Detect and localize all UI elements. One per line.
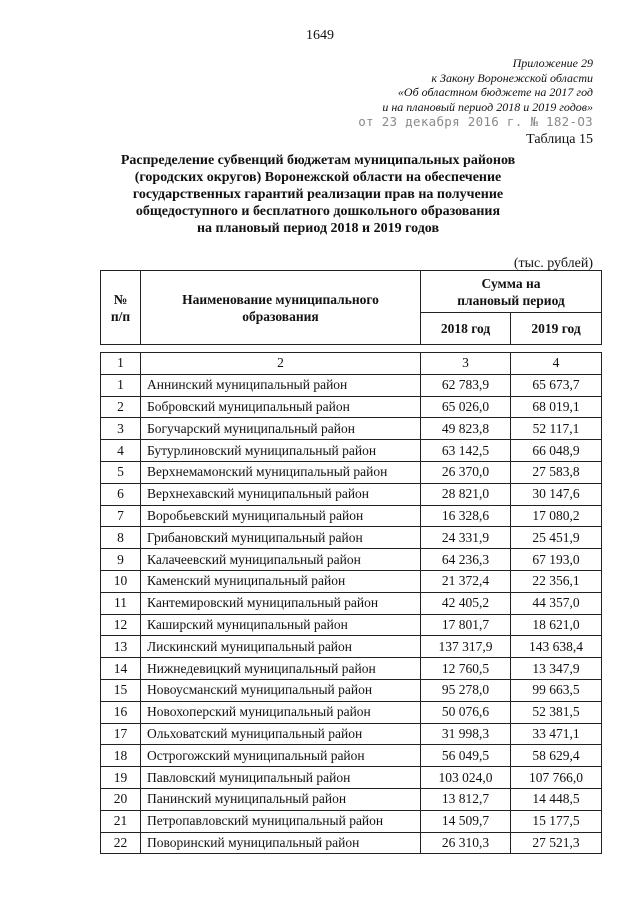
value-2019: 13 347,9 — [511, 658, 602, 680]
value-2018: 16 328,6 — [421, 505, 511, 527]
table-row — [101, 461, 602, 483]
table-row — [101, 592, 602, 614]
units-label: (тыс. рублей) — [513, 256, 593, 271]
value-2018: 17 801,7 — [421, 614, 511, 636]
row-number: 1 — [101, 374, 141, 396]
header-name: Наименование муниципального образования — [141, 271, 421, 345]
appendix-line: и на плановый период 2018 и 2019 годов» — [382, 99, 593, 114]
value-2018: 21 372,4 — [421, 570, 511, 592]
title-line: Распределение субвенций бюджетам муниципальных районов — [120, 153, 516, 168]
row-number: 3 — [101, 418, 141, 440]
row-number: 12 — [101, 614, 141, 636]
table-row — [101, 570, 602, 592]
row-number: 14 — [101, 658, 141, 680]
value-2018: 63 142,5 — [421, 440, 511, 462]
table-row — [101, 505, 602, 527]
document-title — [118, 152, 518, 237]
value-2019: 67 193,0 — [511, 549, 602, 571]
appendix-line: «Об областном бюджете на 2017 год — [397, 85, 593, 99]
municipality-name: Верхнемамонский муниципальный район — [141, 461, 421, 483]
title-line: на плановый период 2018 и 2019 годов — [196, 221, 440, 236]
value-2019: 66 048,9 — [511, 440, 602, 462]
value-2018: 62 783,9 — [421, 374, 511, 396]
header-number: № п/п — [101, 271, 141, 345]
row-number: 15 — [101, 679, 141, 701]
row-number: 22 — [101, 832, 141, 854]
value-2019: 14 448,5 — [511, 788, 602, 810]
municipality-name: Кантемировский муниципальный район — [141, 592, 421, 614]
value-2018: 50 076,6 — [421, 701, 511, 723]
table-row — [101, 483, 602, 505]
column-number-row — [101, 353, 602, 375]
value-2019: 52 117,1 — [511, 418, 602, 440]
value-2018: 42 405,2 — [421, 592, 511, 614]
row-number: 7 — [101, 505, 141, 527]
municipality-name: Бутурлиновский муниципальный район — [141, 440, 421, 462]
value-2018: 14 509,7 — [421, 810, 511, 832]
value-2018: 137 317,9 — [421, 636, 511, 658]
column-number: 1 — [101, 353, 141, 375]
row-number: 5 — [101, 461, 141, 483]
municipality-name: Каширский муниципальный район — [141, 614, 421, 636]
row-number: 6 — [101, 483, 141, 505]
column-number: 2 — [141, 353, 421, 375]
municipality-name: Нижнедевицкий муниципальный район — [141, 658, 421, 680]
value-2019: 68 019,1 — [511, 396, 602, 418]
value-2019: 22 356,1 — [511, 570, 602, 592]
table-row — [101, 636, 602, 658]
row-number: 9 — [101, 549, 141, 571]
value-2019: 30 147,6 — [511, 483, 602, 505]
value-2019: 58 629,4 — [511, 745, 602, 767]
table-row — [101, 810, 602, 832]
table-row — [101, 658, 602, 680]
municipality-name: Ольховатский муниципальный район — [141, 723, 421, 745]
data-table — [100, 352, 602, 854]
municipality-name: Грибановский муниципальный район — [141, 527, 421, 549]
value-2018: 13 812,7 — [421, 788, 511, 810]
table-row — [101, 723, 602, 745]
value-2018: 56 049,5 — [421, 745, 511, 767]
value-2018: 65 026,0 — [421, 396, 511, 418]
value-2019: 33 471,1 — [511, 723, 602, 745]
row-number: 21 — [101, 810, 141, 832]
municipality-name: Бобровский муниципальный район — [141, 396, 421, 418]
municipality-name: Воробьевский муниципальный район — [141, 505, 421, 527]
value-2018: 12 760,5 — [421, 658, 511, 680]
value-2018: 31 998,3 — [421, 723, 511, 745]
value-2019: 17 080,2 — [511, 505, 602, 527]
municipality-name: Калачеевский муниципальный район — [141, 549, 421, 571]
municipality-name: Каменский муниципальный район — [141, 570, 421, 592]
value-2018: 26 310,3 — [421, 832, 511, 854]
table-row — [101, 418, 602, 440]
row-number: 20 — [101, 788, 141, 810]
table-row — [101, 549, 602, 571]
header-year-2019: 2019 год — [511, 313, 602, 345]
table-label: Таблица 15 — [526, 132, 593, 147]
value-2019: 143 638,4 — [511, 636, 602, 658]
column-number: 3 — [421, 353, 511, 375]
value-2018: 64 236,3 — [421, 549, 511, 571]
value-2018: 26 370,0 — [421, 461, 511, 483]
table-row — [101, 614, 602, 636]
row-number: 11 — [101, 592, 141, 614]
row-number: 10 — [101, 570, 141, 592]
title-line: государственных гарантий реализации прав на получение — [132, 187, 504, 202]
row-number: 17 — [101, 723, 141, 745]
row-number: 13 — [101, 636, 141, 658]
title-line: общедоступного и бесплатного дошкольного образования — [135, 204, 501, 219]
municipality-name: Новохоперский муниципальный район — [141, 701, 421, 723]
municipality-name: Богучарский муниципальный район — [141, 418, 421, 440]
municipality-name: Острогожский муниципальный район — [141, 745, 421, 767]
municipality-name: Павловский муниципальный район — [141, 767, 421, 789]
municipality-name: Новоусманский муниципальный район — [141, 679, 421, 701]
row-number: 19 — [101, 767, 141, 789]
municipality-name: Аннинский муниципальный район — [141, 374, 421, 396]
appendix-line: Приложение 29 — [512, 56, 593, 70]
value-2019: 25 451,9 — [511, 527, 602, 549]
value-2018: 103 024,0 — [421, 767, 511, 789]
header-sum: Сумма на плановый период — [421, 271, 602, 313]
value-2018: 28 821,0 — [421, 483, 511, 505]
column-number: 4 — [511, 353, 602, 375]
appendix-note — [382, 56, 593, 114]
table-header — [100, 270, 602, 345]
municipality-name: Петропавловский муниципальный район — [141, 810, 421, 832]
value-2019: 18 621,0 — [511, 614, 602, 636]
table-row — [101, 527, 602, 549]
row-number: 4 — [101, 440, 141, 462]
page-number: 1649 — [306, 28, 334, 43]
table-row — [101, 767, 602, 789]
value-2018: 24 331,9 — [421, 527, 511, 549]
appendix-line: к Закону Воронежской области — [431, 70, 593, 85]
municipality-name: Лискинский муниципальный район — [141, 636, 421, 658]
municipality-name: Верхнехавский муниципальный район — [141, 483, 421, 505]
value-2019: 99 663,5 — [511, 679, 602, 701]
value-2019: 15 177,5 — [511, 810, 602, 832]
value-2019: 65 673,7 — [511, 374, 602, 396]
table-row — [101, 701, 602, 723]
row-number: 2 — [101, 396, 141, 418]
table-row — [101, 440, 602, 462]
row-number: 16 — [101, 701, 141, 723]
value-2019: 27 583,8 — [511, 461, 602, 483]
value-2018: 49 823,8 — [421, 418, 511, 440]
row-number: 18 — [101, 745, 141, 767]
table-row — [101, 396, 602, 418]
value-2019: 107 766,0 — [511, 767, 602, 789]
table-row — [101, 374, 602, 396]
value-2018: 95 278,0 — [421, 679, 511, 701]
value-2019: 44 357,0 — [511, 592, 602, 614]
municipality-name: Панинский муниципальный район — [141, 788, 421, 810]
registration-stamp: от 23 декабря 2016 г. № 182-ОЗ — [358, 114, 593, 129]
table-row — [101, 832, 602, 854]
municipality-name: Поворинский муниципальный район — [141, 832, 421, 854]
value-2019: 27 521,3 — [511, 832, 602, 854]
value-2019: 52 381,5 — [511, 701, 602, 723]
table-row — [101, 788, 602, 810]
table-row — [101, 745, 602, 767]
row-number: 8 — [101, 527, 141, 549]
table-row — [101, 679, 602, 701]
header-year-2018: 2018 год — [421, 313, 511, 345]
title-line: (городских округов) Воронежской области на обеспечение — [134, 170, 502, 185]
